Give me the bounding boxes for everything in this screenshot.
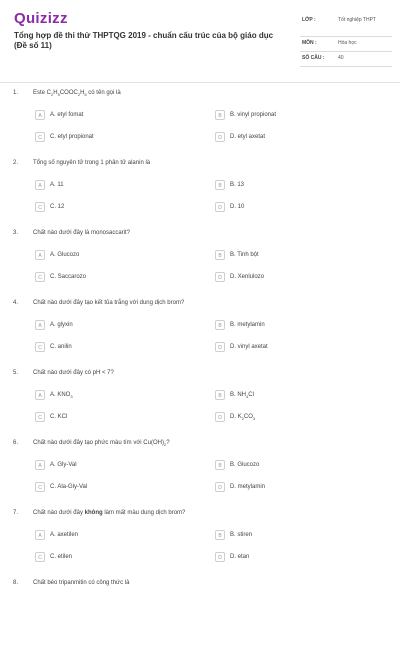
answer-option[interactable]	[35, 250, 185, 262]
answer-option[interactable]	[215, 250, 365, 262]
answer-option[interactable]	[215, 110, 365, 122]
option-text: C. etyl propionat	[50, 134, 94, 140]
option-letter-badge: B	[215, 320, 225, 330]
option-letter-badge: B	[215, 390, 225, 400]
question-text: Chất béo tripanmitin có công thức là	[33, 580, 130, 586]
option-text: D. $K_2CO_3$	[230, 414, 256, 422]
answer-option[interactable]	[35, 132, 185, 144]
option-text: B. $NH_4Cl$	[230, 392, 254, 400]
option-letter-badge: C	[35, 552, 45, 562]
option-letter-badge: C	[35, 412, 45, 422]
option-text: A. glyxin	[50, 322, 73, 328]
question-item	[0, 506, 400, 576]
question-item	[0, 366, 400, 436]
option-text: B. vinyl propionat	[230, 112, 277, 118]
question-list	[0, 86, 400, 646]
option-text: D. metylamin	[230, 484, 266, 490]
question-text: Chất nào dưới đây là monosaccarit?	[33, 230, 131, 236]
option-letter-badge: D	[215, 202, 225, 212]
meta-row-count	[300, 52, 392, 67]
question-number: 4.	[13, 300, 19, 306]
question-text: Este $C_2H_5COOC_2H_5$ có tên gọi là	[33, 90, 121, 98]
option-text: C. etilen	[50, 554, 73, 560]
meta-row-class	[300, 14, 392, 37]
option-letter-badge: D	[215, 552, 225, 562]
answer-option[interactable]	[215, 460, 365, 472]
answer-option[interactable]	[215, 272, 365, 284]
answer-option[interactable]	[215, 342, 365, 354]
question-number: 6.	[13, 440, 19, 446]
option-text: C. Saccarozo	[50, 274, 87, 280]
meta-key: LỚP :	[302, 17, 316, 23]
answer-option[interactable]	[215, 320, 365, 332]
meta-key: MÔN :	[302, 40, 317, 46]
option-letter-badge: D	[215, 132, 225, 142]
question-text: Tổng số nguyên tử trong 1 phân tử alanin là	[33, 160, 151, 166]
option-letter-badge: B	[215, 530, 225, 540]
option-text: A. $KNO_3$	[50, 392, 73, 400]
answer-option[interactable]	[35, 320, 185, 332]
answer-option[interactable]	[215, 132, 365, 144]
question-number: 7.	[13, 510, 19, 516]
option-letter-badge: D	[215, 412, 225, 422]
answer-option[interactable]	[215, 202, 365, 214]
worksheet-title: Tổng hợp đề thi thử THPTQG 2019 - chuẩn cấu trúc của bộ giáo dục (Đề số 11)	[14, 31, 274, 50]
answer-option[interactable]	[35, 202, 185, 214]
meta-key: SỐ CÂU :	[302, 55, 325, 61]
option-text: B. Glucozo	[230, 462, 260, 468]
option-text: D. Xenlulozo	[230, 274, 265, 280]
quizizz-logo: Quizizz	[14, 10, 68, 27]
question-number: 3.	[13, 230, 19, 236]
option-letter-badge: D	[215, 272, 225, 282]
option-letter-badge: C	[35, 272, 45, 282]
option-text: C. Ala-Gly-Val	[50, 484, 88, 490]
worksheet-header	[0, 0, 400, 83]
question-item	[0, 156, 400, 226]
answer-option[interactable]	[35, 552, 185, 564]
question-text: Chất nào dưới đây có pH < 7?	[33, 370, 114, 376]
option-text: B. 13	[230, 182, 245, 188]
option-letter-badge: A	[35, 390, 45, 400]
option-letter-badge: A	[35, 530, 45, 540]
option-letter-badge: B	[215, 110, 225, 120]
question-number: 5.	[13, 370, 19, 376]
option-letter-badge: C	[35, 482, 45, 492]
question-item	[0, 226, 400, 296]
answer-option[interactable]	[35, 412, 185, 424]
meta-value: 40	[338, 55, 344, 61]
answer-option[interactable]	[215, 530, 365, 542]
option-letter-badge: A	[35, 460, 45, 470]
option-text: D. etan	[230, 554, 250, 560]
option-letter-badge: A	[35, 180, 45, 190]
option-text: B. metylamin	[230, 322, 265, 328]
question-text: Chất nào dưới đây tạo kết tủa trắng với dung dịch brom?	[33, 300, 185, 306]
question-item	[0, 436, 400, 506]
worksheet-meta	[300, 14, 392, 67]
answer-option[interactable]	[215, 412, 365, 424]
option-text: A. Gly-Val	[50, 462, 77, 468]
answer-option[interactable]	[35, 180, 185, 192]
option-letter-badge: B	[215, 460, 225, 470]
option-text: A. Glucozo	[50, 252, 80, 258]
option-text: D. etyl axetat	[230, 134, 266, 140]
option-text: B. Tinh bột	[230, 252, 259, 258]
option-letter-badge: D	[215, 482, 225, 492]
answer-option[interactable]	[35, 272, 185, 284]
option-letter-badge: C	[35, 202, 45, 212]
answer-option[interactable]	[35, 530, 185, 542]
option-text: A. etyl fomat	[50, 112, 84, 118]
answer-option[interactable]	[215, 180, 365, 192]
meta-value: Tốt nghiệp THPT	[338, 17, 376, 23]
question-text: Chất nào dưới đây tạo phức màu tím với $Cu(OH)_2$?	[33, 440, 170, 448]
question-number: 8.	[13, 580, 19, 586]
option-text: D. vinyl axetat	[230, 344, 268, 350]
option-letter-badge: B	[215, 180, 225, 190]
question-item	[0, 86, 400, 156]
option-letter-badge: B	[215, 250, 225, 260]
option-letter-badge: A	[35, 320, 45, 330]
option-letter-badge: D	[215, 342, 225, 352]
option-text: D. 10	[230, 204, 245, 210]
answer-option[interactable]	[35, 342, 185, 354]
option-letter-badge: A	[35, 110, 45, 120]
question-number: 1.	[13, 90, 19, 96]
option-text: C. 12	[50, 204, 65, 210]
answer-option[interactable]	[215, 552, 365, 564]
answer-option[interactable]	[35, 482, 185, 494]
option-letter-badge: A	[35, 250, 45, 260]
answer-option[interactable]	[215, 390, 365, 402]
meta-value: Hóa học	[338, 40, 357, 46]
answer-option[interactable]	[35, 110, 185, 122]
answer-option[interactable]	[215, 482, 365, 494]
answer-option[interactable]	[35, 460, 185, 472]
question-item	[0, 576, 400, 646]
option-text: B. stiren	[230, 532, 253, 538]
meta-row-subject	[300, 37, 392, 52]
option-text: C. KCl	[50, 414, 68, 420]
option-letter-badge: C	[35, 132, 45, 142]
option-text: A. axetilen	[50, 532, 79, 538]
option-text: A. 11	[50, 182, 64, 188]
answer-option[interactable]	[35, 390, 185, 402]
question-text: Chất nào dưới đây không làm mất màu dung dịch brom?	[33, 510, 186, 516]
option-text: C. anilin	[50, 344, 72, 350]
question-item	[0, 296, 400, 366]
option-letter-badge: C	[35, 342, 45, 352]
question-number: 2.	[13, 160, 19, 166]
